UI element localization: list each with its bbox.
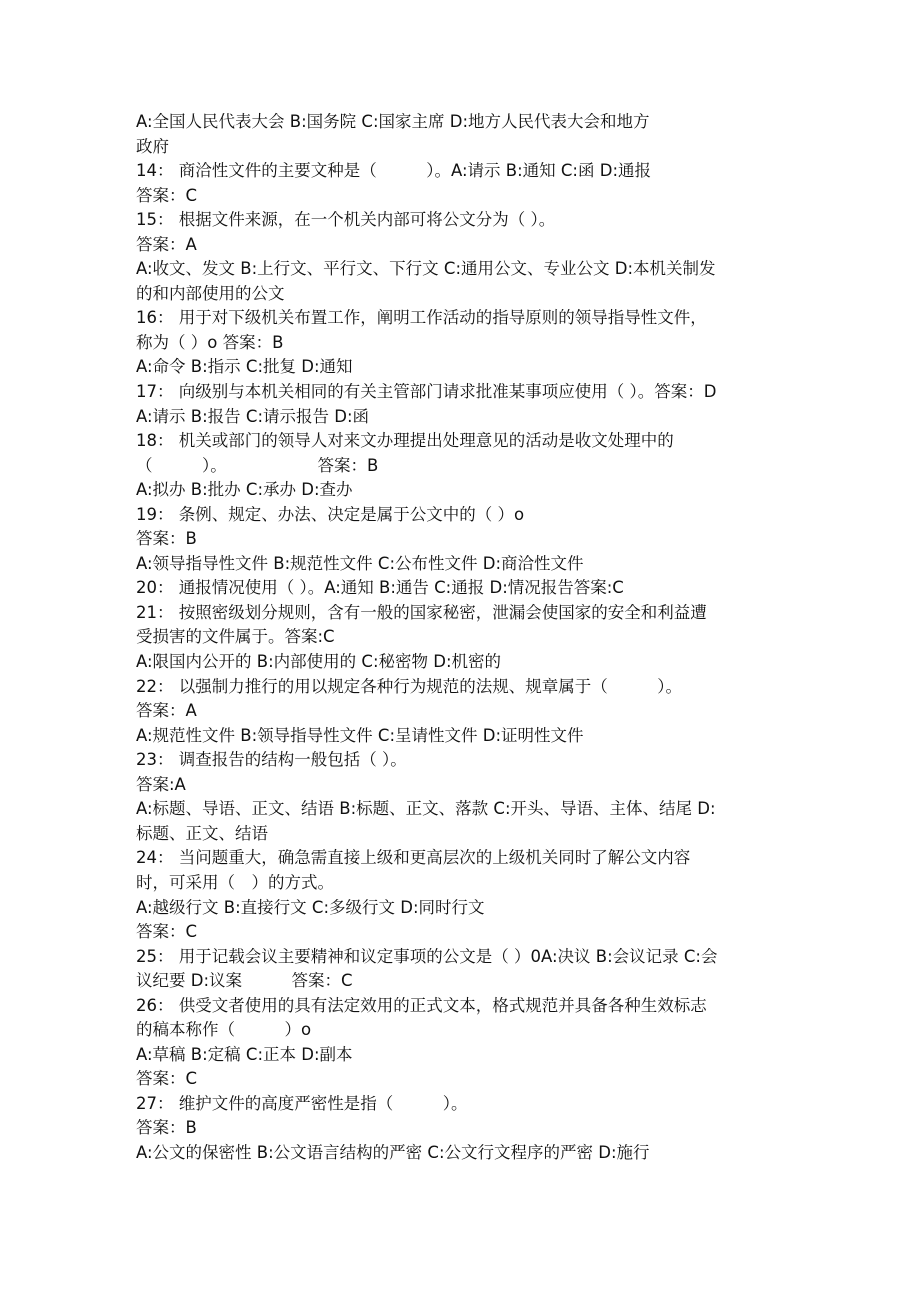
options-line: A:标题、导语、正文、结语 B:标题、正文、落款 C:开头、导语、主体、结尾 D: [136, 799, 716, 819]
question-line: 20： 通报情况使用（ ）。A:通知 B:通告 C:通报 D:情况报告答案:C [136, 578, 624, 598]
question-line: 27： 维护文件的高度严密性是指（ ）。 [136, 1093, 468, 1113]
question-line: 时，可采用（ ）的方式。 [136, 872, 334, 892]
question-line: 25： 用于记载会议主要精神和议定事项的公文是（ ）0A:决议 B:会议记录 C:会 [136, 946, 718, 966]
options-line: A:命令 B:指示 C:批复 D:通知 [136, 357, 353, 377]
options-line: A:草稿 B:定稿 C:正本 D:副本 [136, 1044, 353, 1064]
question-line: （ ）。 答案：B [136, 455, 379, 475]
options-line: A:公文的保密性 B:公文语言结构的严密 C:公文行文程序的严密 D:施行 [136, 1142, 650, 1162]
question-line: 17： 向级别与本机关相同的有关主管部门请求批准某事项应使用（ ）。答案：D [136, 382, 717, 402]
question-line: 14： 商洽性文件的主要文种是（ ）。A:请示 B:通知 C:函 D:通报 [136, 161, 652, 181]
options-line: A:规范性文件 B:领导指导性文件 C:呈请性文件 D:证明性文件 [136, 725, 584, 745]
question-line: 21： 按照密级划分规则，含有一般的国家秘密，泄漏会使国家的安全和利益遭 [136, 602, 707, 622]
options-line: A:越级行文 B:直接行文 C:多级行文 D:同时行文 [136, 897, 485, 917]
options-line: A:限国内公开的 B:内部使用的 C:秘密物 D:机密的 [136, 652, 502, 672]
question-line: 受损害的文件属于。答案:C [136, 627, 335, 647]
answer-line: 答案：C [136, 1069, 198, 1089]
options-line: 标题、正文、结语 [136, 823, 268, 843]
options-line: A:拟办 B:批办 C:承办 D:查办 [136, 480, 353, 500]
question-line: 16： 用于对下级机关布置工作，阐明工作活动的指导原则的领导指导性文件， [136, 308, 707, 328]
answer-line: 答案：B [136, 529, 197, 549]
answer-line: 答案：A [136, 701, 197, 721]
options-line: A:领导指导性文件 B:规范性文件 C:公布性文件 D:商洽性文件 [136, 553, 584, 573]
options-line: 议纪要 D:议案 答案：C [136, 971, 353, 991]
options-line: 的和内部使用的公文 [136, 283, 285, 303]
question-line: 19： 条例、规定、办法、决定是属于公文中的（ ）o [136, 504, 525, 524]
document-page [136, 110, 786, 1166]
options-line: A:收文、发文 B:上行文、平行文、下行文 C:通用公文、专业公文 D:本机关制发 [136, 259, 716, 279]
answer-line: 答案:A [136, 774, 186, 794]
answer-line: 答案：C [136, 185, 198, 205]
text-line: 政府 [136, 136, 169, 156]
question-line: 的稿本称作（ ）o [136, 1020, 312, 1040]
answer-line: 答案：A [136, 234, 197, 254]
question-line: 18： 机关或部门的领导人对来文办理提出处理意见的活动是收文处理中的 [136, 431, 674, 451]
answer-line: 答案：C [136, 922, 198, 942]
text-line: A:全国人民代表大会 B:国务院 C:国家主席 D:地方人民代表大会和地方 [136, 112, 650, 131]
answer-line: 答案：B [136, 1118, 197, 1138]
options-line: A:请示 B:报告 C:请示报告 D:函 [136, 406, 370, 426]
question-line: 15： 根据文件来源，在一个机关内部可将公文分为（ ）。 [136, 210, 556, 230]
question-line: 26： 供受文者使用的具有法定效用的正式文本，格式规范并具备各种生效标志 [136, 995, 707, 1015]
question-line: 24： 当问题重大，确急需直接上级和更高层次的上级机关同时了解公文内容 [136, 848, 691, 868]
question-line: 称为（ ）o 答案：B [136, 332, 284, 352]
question-line: 22： 以强制力推行的用以规定各种行为规范的法规、规章属于（ ）。 [136, 676, 682, 696]
question-line: 23： 调查报告的结构一般包括（ ）。 [136, 750, 407, 770]
